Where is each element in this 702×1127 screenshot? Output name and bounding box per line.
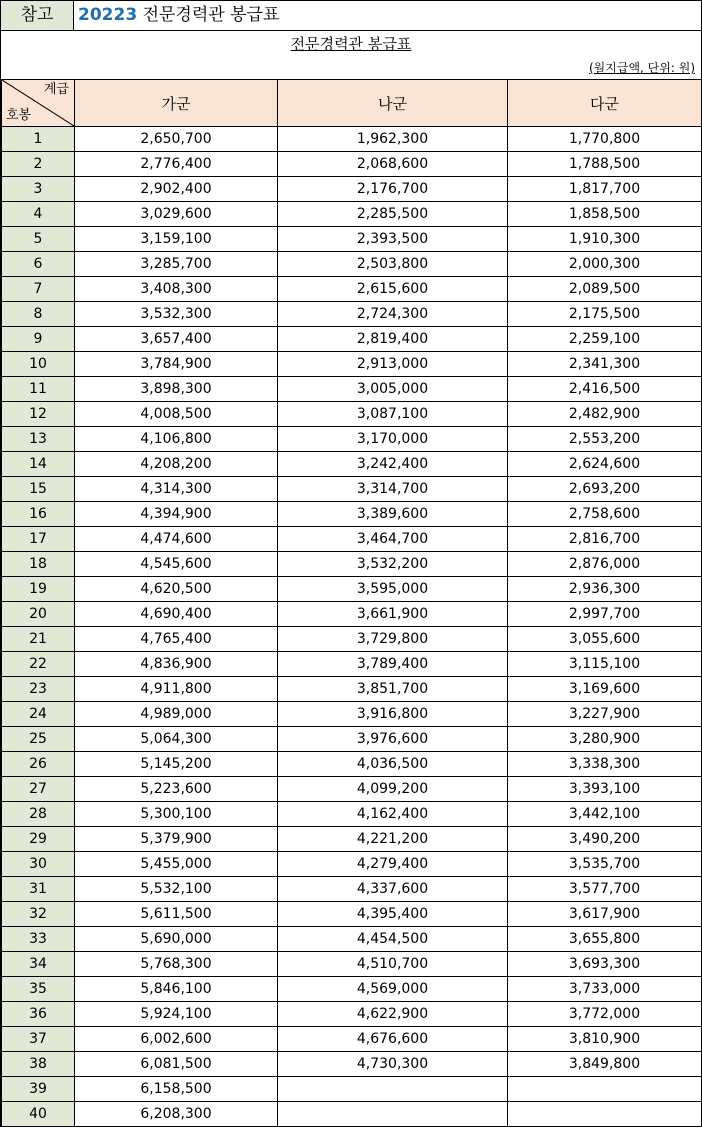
step-cell[interactable]: 9 <box>2 327 75 352</box>
salary-cell-ga[interactable]: 6,081,500 <box>75 1052 278 1077</box>
table-row <box>2 927 702 952</box>
step-cell[interactable]: 19 <box>2 577 75 602</box>
step-cell[interactable]: 21 <box>2 627 75 652</box>
salary-cell-ga[interactable]: 5,611,500 <box>75 902 278 927</box>
salary-cell-da[interactable]: 3,169,600 <box>508 677 702 702</box>
table-row <box>2 527 702 552</box>
table-row <box>2 1027 702 1052</box>
step-cell[interactable]: 17 <box>2 527 75 552</box>
salary-cell-ga[interactable]: 6,208,300 <box>75 1102 278 1127</box>
salary-cell-na[interactable]: 3,314,700 <box>278 477 508 502</box>
corner-step-label: 호봉 <box>6 108 32 123</box>
salary-cell-na[interactable]: 3,916,800 <box>278 702 508 727</box>
table-body <box>2 127 702 1127</box>
salary-cell-na[interactable]: 4,510,700 <box>278 952 508 977</box>
salary-cell-ga[interactable]: 4,911,800 <box>75 677 278 702</box>
salary-cell-da[interactable]: 2,693,200 <box>508 477 702 502</box>
step-cell[interactable]: 36 <box>2 1002 75 1027</box>
salary-cell-ga[interactable]: 6,002,600 <box>75 1027 278 1052</box>
salary-cell-da[interactable]: 3,655,800 <box>508 927 702 952</box>
step-cell[interactable]: 32 <box>2 902 75 927</box>
salary-cell-na[interactable]: 2,176,700 <box>278 177 508 202</box>
table-row <box>2 752 702 777</box>
salary-cell-ga[interactable]: 5,300,100 <box>75 802 278 827</box>
table-row <box>2 252 702 277</box>
salary-cell-ga[interactable]: 3,029,600 <box>75 202 278 227</box>
table-row <box>2 302 702 327</box>
salary-cell-da[interactable]: 1,858,500 <box>508 202 702 227</box>
salary-cell-da[interactable]: 3,772,000 <box>508 1002 702 1027</box>
salary-cell-da[interactable]: 2,876,000 <box>508 552 702 577</box>
salary-cell-ga[interactable]: 3,784,900 <box>75 352 278 377</box>
step-cell[interactable]: 20 <box>2 602 75 627</box>
salary-cell-na[interactable]: 3,661,900 <box>278 602 508 627</box>
table-row <box>2 827 702 852</box>
step-cell[interactable]: 26 <box>2 752 75 777</box>
salary-cell-ga[interactable]: 2,776,400 <box>75 152 278 177</box>
salary-cell-ga[interactable]: 5,455,000 <box>75 852 278 877</box>
salary-table <box>1 79 702 1127</box>
salary-cell-na[interactable]: 4,454,500 <box>278 927 508 952</box>
step-cell[interactable]: 13 <box>2 427 75 452</box>
table-row <box>2 452 702 477</box>
table-row <box>2 902 702 927</box>
salary-cell-na[interactable]: 2,724,300 <box>278 302 508 327</box>
salary-cell-ga[interactable]: 6,158,500 <box>75 1077 278 1102</box>
reference-label[interactable]: 참고 <box>1 1 74 30</box>
step-cell[interactable]: 7 <box>2 277 75 302</box>
salary-cell-ga[interactable]: 3,532,300 <box>75 302 278 327</box>
salary-cell-da[interactable]: 2,997,700 <box>508 602 702 627</box>
salary-cell-na[interactable] <box>278 1077 508 1102</box>
table-row <box>2 402 702 427</box>
salary-cell-da[interactable]: 2,553,200 <box>508 427 702 452</box>
step-cell[interactable]: 40 <box>2 1102 75 1127</box>
salary-cell-ga[interactable]: 5,846,100 <box>75 977 278 1002</box>
step-cell[interactable]: 25 <box>2 727 75 752</box>
salary-cell-ga[interactable]: 5,532,100 <box>75 877 278 902</box>
salary-cell-na[interactable]: 2,285,500 <box>278 202 508 227</box>
salary-cell-da[interactable]: 3,280,900 <box>508 727 702 752</box>
salary-cell-na[interactable]: 4,395,400 <box>278 902 508 927</box>
table-row <box>2 852 702 877</box>
sheet-title[interactable] <box>74 1 701 30</box>
salary-cell-na[interactable]: 3,532,200 <box>278 552 508 577</box>
salary-cell-ga[interactable]: 5,145,200 <box>75 752 278 777</box>
salary-cell-da[interactable]: 2,482,900 <box>508 402 702 427</box>
table-row <box>2 652 702 677</box>
salary-cell-na[interactable]: 2,913,000 <box>278 352 508 377</box>
salary-cell-ga[interactable]: 4,394,900 <box>75 502 278 527</box>
salary-cell-da[interactable]: 2,416,500 <box>508 377 702 402</box>
salary-cell-na[interactable]: 2,819,400 <box>278 327 508 352</box>
table-row <box>2 952 702 977</box>
step-cell[interactable]: 15 <box>2 477 75 502</box>
step-cell[interactable]: 11 <box>2 377 75 402</box>
salary-cell-da[interactable]: 3,115,100 <box>508 652 702 677</box>
salary-cell-da[interactable]: 3,733,000 <box>508 977 702 1002</box>
salary-cell-da[interactable] <box>508 1102 702 1127</box>
table-row <box>2 702 702 727</box>
salary-cell-na[interactable]: 3,851,700 <box>278 677 508 702</box>
salary-cell-na[interactable]: 4,676,600 <box>278 1027 508 1052</box>
step-cell[interactable]: 38 <box>2 1052 75 1077</box>
salary-cell-ga[interactable]: 3,657,400 <box>75 327 278 352</box>
salary-cell-ga[interactable]: 4,208,200 <box>75 452 278 477</box>
salary-cell-ga[interactable]: 5,924,100 <box>75 1002 278 1027</box>
table-row <box>2 377 702 402</box>
salary-cell-da[interactable]: 1,817,700 <box>508 177 702 202</box>
salary-cell-da[interactable]: 2,000,300 <box>508 252 702 277</box>
step-cell[interactable]: 29 <box>2 827 75 852</box>
salary-cell-ga[interactable]: 3,159,100 <box>75 227 278 252</box>
salary-cell-na[interactable]: 3,789,400 <box>278 652 508 677</box>
salary-cell-na[interactable]: 2,068,600 <box>278 152 508 177</box>
step-cell[interactable]: 37 <box>2 1027 75 1052</box>
salary-cell-da[interactable]: 2,816,700 <box>508 527 702 552</box>
table-row <box>2 802 702 827</box>
step-cell[interactable]: 33 <box>2 927 75 952</box>
salary-cell-da[interactable]: 3,393,100 <box>508 777 702 802</box>
table-row <box>2 877 702 902</box>
table-row <box>2 202 702 227</box>
salary-cell-ga[interactable]: 4,008,500 <box>75 402 278 427</box>
salary-cell-ga[interactable]: 4,545,600 <box>75 552 278 577</box>
salary-cell-ga[interactable]: 3,285,700 <box>75 252 278 277</box>
table-row <box>2 977 702 1002</box>
salary-cell-da[interactable]: 2,341,300 <box>508 352 702 377</box>
salary-cell-ga[interactable]: 5,768,300 <box>75 952 278 977</box>
salary-cell-na[interactable]: 3,242,400 <box>278 452 508 477</box>
salary-cell-na[interactable]: 3,976,600 <box>278 727 508 752</box>
salary-cell-da[interactable]: 3,849,800 <box>508 1052 702 1077</box>
step-cell[interactable]: 24 <box>2 702 75 727</box>
table-subtitle <box>1 31 701 58</box>
salary-cell-da[interactable]: 1,770,800 <box>508 127 702 152</box>
salary-cell-da[interactable]: 3,810,900 <box>508 1027 702 1052</box>
step-cell[interactable]: 4 <box>2 202 75 227</box>
salary-cell-da[interactable]: 2,624,600 <box>508 452 702 477</box>
salary-cell-ga[interactable]: 4,620,500 <box>75 577 278 602</box>
column-header-ga[interactable]: 가군 <box>75 80 278 127</box>
salary-cell-da[interactable]: 1,910,300 <box>508 227 702 252</box>
table-row <box>2 552 702 577</box>
salary-cell-da[interactable]: 3,442,100 <box>508 802 702 827</box>
salary-cell-na[interactable]: 3,729,800 <box>278 627 508 652</box>
salary-cell-da[interactable]: 3,227,900 <box>508 702 702 727</box>
salary-cell-ga[interactable]: 4,314,300 <box>75 477 278 502</box>
header-row <box>2 80 702 127</box>
salary-cell-na[interactable]: 3,170,000 <box>278 427 508 452</box>
step-cell[interactable]: 14 <box>2 452 75 477</box>
corner-header-cell[interactable] <box>2 80 75 127</box>
salary-cell-ga[interactable]: 5,379,900 <box>75 827 278 852</box>
step-cell[interactable]: 27 <box>2 777 75 802</box>
salary-cell-na[interactable]: 2,393,500 <box>278 227 508 252</box>
step-cell[interactable]: 1 <box>2 127 75 152</box>
salary-cell-na[interactable]: 4,221,200 <box>278 827 508 852</box>
salary-cell-na[interactable]: 4,099,200 <box>278 777 508 802</box>
salary-cell-ga[interactable]: 3,898,300 <box>75 377 278 402</box>
step-cell[interactable]: 12 <box>2 402 75 427</box>
step-cell[interactable]: 23 <box>2 677 75 702</box>
salary-cell-ga[interactable]: 4,836,900 <box>75 652 278 677</box>
step-cell[interactable]: 28 <box>2 802 75 827</box>
table-row <box>2 677 702 702</box>
table-row <box>2 602 702 627</box>
salary-cell-ga[interactable]: 5,064,300 <box>75 727 278 752</box>
salary-cell-ga[interactable]: 5,690,000 <box>75 927 278 952</box>
salary-cell-da[interactable]: 3,535,700 <box>508 852 702 877</box>
salary-cell-ga[interactable]: 5,223,600 <box>75 777 278 802</box>
subtitle-text: 전문경력관 봉급표 <box>290 35 412 53</box>
salary-cell-ga[interactable]: 4,989,000 <box>75 702 278 727</box>
table-row <box>2 352 702 377</box>
salary-cell-da[interactable] <box>508 1077 702 1102</box>
salary-cell-da[interactable]: 3,055,600 <box>508 627 702 652</box>
table-row <box>2 1102 702 1127</box>
step-cell[interactable]: 39 <box>2 1077 75 1102</box>
salary-cell-na[interactable] <box>278 1102 508 1127</box>
salary-cell-na[interactable]: 4,162,400 <box>278 802 508 827</box>
table-row <box>2 152 702 177</box>
table-row <box>2 1077 702 1102</box>
salary-cell-ga[interactable]: 4,765,400 <box>75 627 278 652</box>
table-row <box>2 777 702 802</box>
step-cell[interactable]: 10 <box>2 352 75 377</box>
salary-cell-na[interactable]: 2,615,600 <box>278 277 508 302</box>
salary-cell-na[interactable]: 3,464,700 <box>278 527 508 552</box>
unit-note-text: (월지급액, 단위: 원) <box>589 61 695 75</box>
salary-cell-ga[interactable]: 3,408,300 <box>75 277 278 302</box>
salary-cell-da[interactable]: 2,936,300 <box>508 577 702 602</box>
salary-cell-ga[interactable]: 2,650,700 <box>75 127 278 152</box>
salary-cell-na[interactable]: 4,279,400 <box>278 852 508 877</box>
salary-cell-da[interactable]: 1,788,500 <box>508 152 702 177</box>
step-cell[interactable]: 31 <box>2 877 75 902</box>
table-row <box>2 502 702 527</box>
step-cell[interactable]: 8 <box>2 302 75 327</box>
salary-cell-na[interactable]: 2,503,800 <box>278 252 508 277</box>
column-header-da[interactable]: 다군 <box>508 80 702 127</box>
title-year: 20223 <box>78 5 138 25</box>
step-cell[interactable]: 30 <box>2 852 75 877</box>
table-row <box>2 227 702 252</box>
salary-cell-da[interactable]: 2,758,600 <box>508 502 702 527</box>
salary-cell-ga[interactable]: 4,474,600 <box>75 527 278 552</box>
unit-note <box>589 58 695 78</box>
salary-cell-na[interactable]: 3,595,000 <box>278 577 508 602</box>
salary-cell-na[interactable]: 4,036,500 <box>278 752 508 777</box>
salary-cell-na[interactable]: 3,087,100 <box>278 402 508 427</box>
salary-cell-da[interactable]: 3,338,300 <box>508 752 702 777</box>
salary-cell-na[interactable]: 4,622,900 <box>278 1002 508 1027</box>
step-cell[interactable]: 2 <box>2 152 75 177</box>
step-cell[interactable]: 3 <box>2 177 75 202</box>
table-row <box>2 277 702 302</box>
step-cell[interactable]: 5 <box>2 227 75 252</box>
column-header-na[interactable]: 나군 <box>278 80 508 127</box>
salary-cell-da[interactable]: 2,175,500 <box>508 302 702 327</box>
title-text: 전문경력관 봉급표 <box>142 5 280 25</box>
corner-grade-label: 계급 <box>43 82 69 97</box>
title-bar <box>1 1 701 31</box>
step-cell[interactable]: 34 <box>2 952 75 977</box>
salary-cell-na[interactable]: 1,962,300 <box>278 127 508 152</box>
salary-cell-da[interactable]: 3,617,900 <box>508 902 702 927</box>
table-row <box>2 127 702 152</box>
salary-cell-da[interactable]: 3,693,300 <box>508 952 702 977</box>
table-row <box>2 427 702 452</box>
salary-cell-na[interactable]: 4,337,600 <box>278 877 508 902</box>
salary-cell-da[interactable]: 2,259,100 <box>508 327 702 352</box>
salary-cell-na[interactable]: 3,389,600 <box>278 502 508 527</box>
table-row <box>2 1002 702 1027</box>
salary-cell-da[interactable]: 3,490,200 <box>508 827 702 852</box>
step-cell[interactable]: 35 <box>2 977 75 1002</box>
step-cell[interactable]: 6 <box>2 252 75 277</box>
step-cell[interactable]: 22 <box>2 652 75 677</box>
salary-cell-da[interactable]: 3,577,700 <box>508 877 702 902</box>
salary-cell-ga[interactable]: 4,106,800 <box>75 427 278 452</box>
salary-cell-na[interactable]: 3,005,000 <box>278 377 508 402</box>
step-cell[interactable]: 18 <box>2 552 75 577</box>
step-cell[interactable]: 16 <box>2 502 75 527</box>
table-row <box>2 327 702 352</box>
table-row <box>2 177 702 202</box>
salary-cell-ga[interactable]: 2,902,400 <box>75 177 278 202</box>
salary-cell-na[interactable]: 4,569,000 <box>278 977 508 1002</box>
salary-cell-da[interactable]: 2,089,500 <box>508 277 702 302</box>
table-row <box>2 727 702 752</box>
salary-cell-ga[interactable]: 4,690,400 <box>75 602 278 627</box>
table-row <box>2 627 702 652</box>
salary-cell-na[interactable]: 4,730,300 <box>278 1052 508 1077</box>
table-row <box>2 1052 702 1077</box>
table-row <box>2 477 702 502</box>
table-row <box>2 577 702 602</box>
